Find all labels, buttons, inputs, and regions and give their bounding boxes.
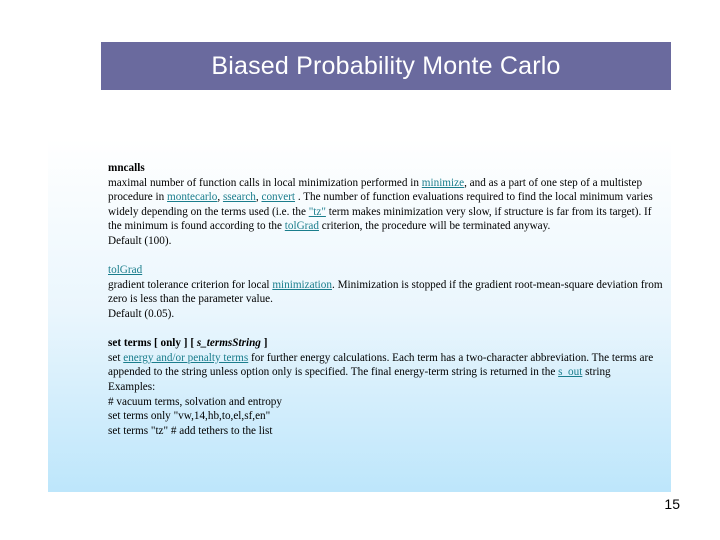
tolgrad-default: Default (0.05). xyxy=(108,307,175,320)
minimize-link[interactable]: minimize xyxy=(421,176,465,189)
setterms-syntax: set terms [ only ] [ s_termsString ] xyxy=(108,337,268,350)
tolgrad-description: gradient tolerance criterion for local minimization. Minimization is stopped if the gradient root-mean-square deviation from zero is less than the parameter value. xyxy=(108,278,663,306)
energy-terms-link[interactable]: energy and/or penalty terms xyxy=(123,351,249,364)
example-line: set terms only "vw,14,hb,to,el,sf,en" xyxy=(108,410,271,423)
mncalls-section xyxy=(108,161,664,249)
montecarlo-link[interactable]: montecarlo xyxy=(167,191,218,204)
documentation-text xyxy=(108,161,664,438)
mncalls-default: Default (100). xyxy=(108,234,172,247)
setterms-description: set energy and/or penalty terms for further energy calculations. Each term has a two-character abbreviation. The terms are appended to the string unless option only is specified. The final energy-term string is returned in the s_out string xyxy=(108,351,654,379)
mncalls-description: maximal number of function calls in local minimization performed in minimize, and as a part of one step of a multistep procedure in montecarlo, ssearch, convert . The number of function evaluations required to find the local minimum varies widely depending on the terms used (i.e. the "tz" term makes minimization very slow, if structure is far from its target). If the minimum is found according to the tolGrad criterion, the procedure will be terminated anyway. xyxy=(108,176,653,233)
slide-title: Biased Probability Monte Carlo xyxy=(211,51,561,80)
ssearch-link[interactable]: ssearch xyxy=(222,191,256,204)
s-out-link[interactable]: s_out xyxy=(558,366,583,379)
tolgrad-link[interactable]: tolGrad xyxy=(284,220,319,233)
convert-link[interactable]: convert xyxy=(261,191,296,204)
example-line: # vacuum terms, solvation and entropy xyxy=(108,395,282,408)
page-number: 15 xyxy=(664,496,680,512)
examples-label: Examples: xyxy=(108,380,156,393)
tz-term-link[interactable]: "tz" xyxy=(308,205,326,218)
tolgrad-term-link[interactable]: tolGrad xyxy=(108,264,143,277)
setterms-section xyxy=(108,336,664,438)
minimization-link[interactable]: minimization xyxy=(272,278,332,291)
example-line: set terms "tz" # add tethers to the list xyxy=(108,424,273,437)
title-bar xyxy=(101,42,671,90)
tolgrad-section xyxy=(108,263,664,321)
mncalls-term: mncalls xyxy=(108,162,145,174)
